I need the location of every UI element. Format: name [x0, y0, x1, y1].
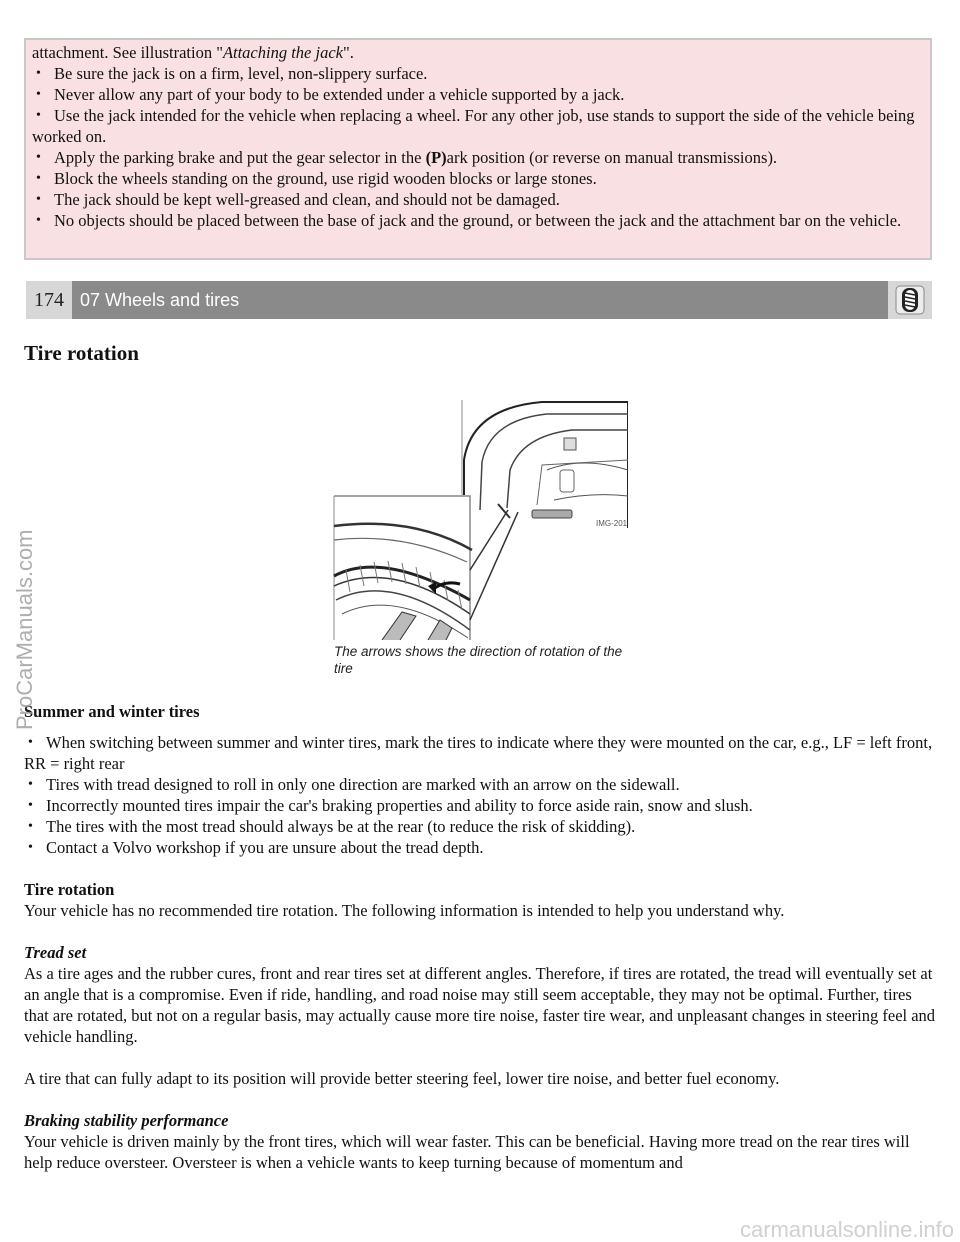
warning-box	[24, 38, 932, 260]
summer-winter-list	[24, 732, 936, 858]
tread-set-text-2: A tire that can fully adapt to its position will provide better steering feel, lower tire noise, and better fuel economy.	[24, 1069, 780, 1088]
tire-rotation-figure	[332, 400, 628, 682]
figure-caption: The arrows shows the direction of rotation of the tire	[334, 644, 623, 676]
warning-item: • The jack should be kept well-greased and clean, and should not be damaged.	[32, 189, 924, 210]
tire-rotation-illustration	[332, 400, 628, 682]
warning-item: • Block the wheels standing on the ground, use rigid wooden blocks or large stones.	[32, 168, 924, 189]
footer-watermark: carmanualsonline.info	[739, 1217, 954, 1242]
tire-rotation-text: Your vehicle has no recommended tire rotation. The following information is intended to help you understand why.	[24, 901, 785, 920]
list-item: • The tires with the most tread should always be at the rear (to reduce the risk of skidding).	[24, 816, 936, 837]
summer-winter-heading: Summer and winter tires	[24, 702, 200, 721]
tire-icon	[888, 281, 932, 319]
attaching-jack-link[interactable]: Attaching the jack	[222, 43, 343, 62]
warning-item: • No objects should be placed between the base of jack and the ground, or between the jack and the attachment bar on the vehicle.	[32, 210, 924, 231]
braking-heading: Braking stability performance	[24, 1111, 229, 1130]
list-item: • Tires with tread designed to roll in only one direction are marked with an arrow on the sidewall.	[24, 774, 936, 795]
chapter-title: 07 Wheels and tires	[80, 289, 240, 310]
list-item: • When switching between summer and winter tires, mark the tires to indicate where they were mounted on the car, e.g., LF = left front, RR = right rear	[24, 732, 936, 774]
braking-text: Your vehicle is driven mainly by the front tires, which will wear faster. This can be beneficial. Having more tread on the rear tires will help reduce oversteer. Oversteer is when a vehicle wants to keep turning because of momentum and	[24, 1132, 910, 1172]
warning-item: • Never allow any part of your body to be extended under a vehicle supported by a jack.	[32, 84, 924, 105]
list-item: • Incorrectly mounted tires impair the car's braking properties and ability to force aside rain, snow and slush.	[24, 795, 936, 816]
list-item: • Contact a Volvo workshop if you are unsure about the tread depth.	[24, 837, 936, 858]
figure-code: IMG-201	[596, 519, 628, 528]
chapter-header-bar	[26, 281, 932, 319]
main-content	[24, 701, 936, 1173]
warning-item: • Be sure the jack is on a firm, level, non-slippery surface.	[32, 63, 924, 84]
page-title: Tire rotation	[24, 341, 139, 365]
page-number: 174	[26, 281, 72, 319]
tread-set-text: As a tire ages and the rubber cures, front and rear tires set at different angles. Therefore, if tires are rotated, the tread will eventually set at an angle that is a compromise. Even if ride, handling, and road noise may still seem acceptable, they may not be optimal. Further, tires that are rotated, but not on a regular basis, may actually cause more tire noise, faster tire wear, and unpleasant changes in steering feel and vehicle handling.	[24, 964, 936, 1046]
warning-item: • Apply the parking brake and put the gear selector in the (P)ark position (or reverse on manual transmissions).	[32, 147, 924, 168]
warning-list	[32, 63, 924, 231]
warning-item: • Use the jack intended for the vehicle when replacing a wheel. For any other job, use stands to support the side of the vehicle being worked on.	[32, 105, 924, 147]
warning-intro: attachment. See illustration "Attaching the jack".	[32, 43, 354, 62]
tire-rotation-heading: Tire rotation	[24, 880, 115, 899]
tread-set-heading: Tread set	[24, 943, 87, 962]
